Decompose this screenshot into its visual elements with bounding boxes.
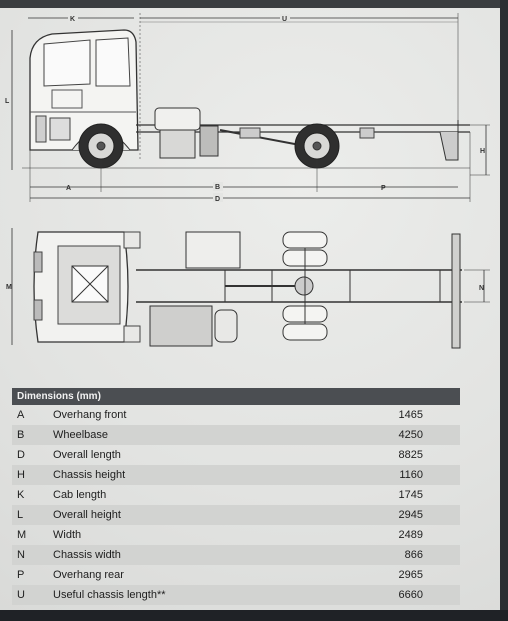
label-p: P [381,185,386,192]
row-value: 866 [404,549,423,561]
row-value: 1465 [398,409,423,421]
table-row [12,585,460,605]
label-m: M [6,284,12,291]
row-label: Chassis height [53,469,126,481]
row-value: 1160 [399,469,423,481]
row-value: 6660 [398,589,423,601]
table-row [12,425,460,445]
row-code: U [17,589,25,601]
label-k: K [70,16,76,23]
row-code: A [17,409,25,421]
row-label: Cab length [53,489,107,501]
row-label: Overall length [53,449,121,461]
top-view [6,228,490,348]
row-label: Overhang rear [53,569,124,581]
table-title: Dimensions (mm) [12,388,460,405]
table-row [12,485,460,505]
row-value: 1745 [398,489,423,501]
label-n: N [479,285,485,292]
label-d: D [215,196,221,203]
table-row [12,505,460,525]
row-code: D [17,449,25,461]
row-label: Overhang front [53,409,127,421]
label-l: L [5,98,10,105]
dimensions-table [12,388,460,605]
label-u: U [282,16,288,23]
row-label: Overall height [53,509,121,521]
row-code: B [17,429,25,441]
row-value: 8825 [398,449,423,461]
row-code: H [17,469,25,481]
row-code: N [17,549,25,561]
row-code: K [17,489,25,501]
row-label: Chassis width [53,549,121,561]
table-row [12,545,460,565]
row-code: L [17,509,24,521]
row-value: 2945 [398,509,423,521]
row-code: P [17,569,25,581]
row-value: 2965 [398,569,423,581]
row-code: M [17,529,27,541]
table-row [12,405,460,425]
bottom-edge [0,610,508,621]
table-row [12,565,460,585]
table-row [12,465,460,485]
row-label: Useful chassis length** [53,589,166,601]
label-a: A [66,185,72,192]
table-row [12,525,460,545]
side-view [5,13,490,203]
label-h: H [480,148,486,155]
row-label: Width [53,529,82,541]
label-b: B [215,184,221,191]
row-value: 2489 [398,529,423,541]
row-label: Wheelbase [53,429,109,441]
table-row [12,445,460,465]
row-value: 4250 [398,429,423,441]
